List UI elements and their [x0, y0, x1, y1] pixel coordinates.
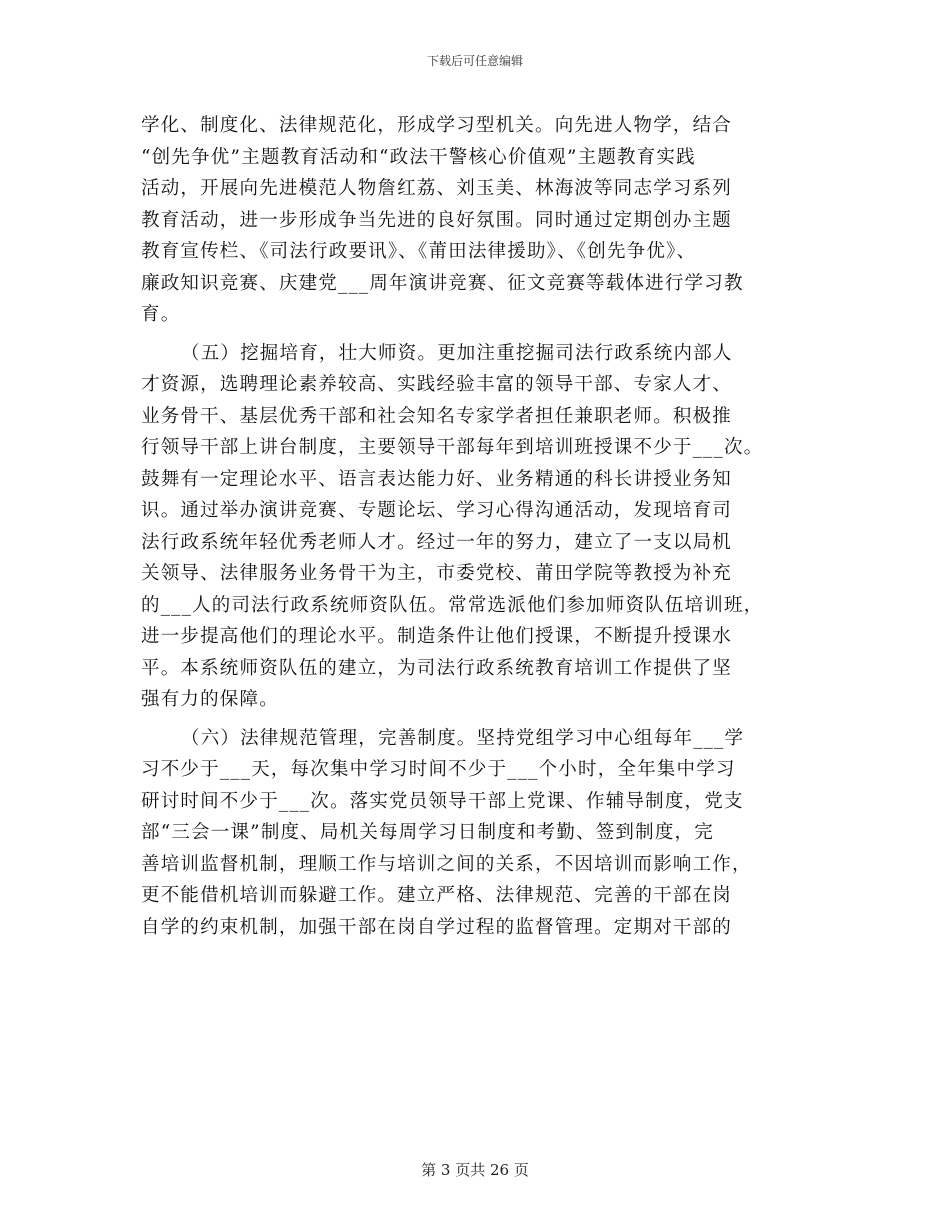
text-line: 的___人的司法行政系统师资队伍。常常选派他们参加师资队伍培训班， — [141, 594, 764, 616]
text-line: 活动，开展向先进模范人物詹红荔、刘玉美、林海波等同志学习系列 — [141, 178, 733, 199]
text-line: 才资源，选聘理论素养较高、实践经验丰富的领导干部、专家人才、 — [141, 374, 733, 395]
text-line: 学化、制度化、法律规范化，形成学习型机关。向先进人物学，结合 — [141, 115, 733, 136]
text-line: 强有力的保障。 — [141, 689, 279, 710]
paragraph-3 — [141, 723, 811, 944]
text-line: 平。本系统师资队伍的建立，为司法行政系统教育培训工作提供了坚 — [141, 657, 733, 679]
text-line: “创先争优”主题教育活动和“政法干警核心价值观”主题教育实践 — [141, 146, 696, 168]
text-line: 善培训监督机制，理顺工作与培训之间的关系，不因培训而影响工作， — [141, 853, 752, 875]
text-line: 业务骨干、基层优秀干部和社会知名专家学者担任兼职老师。积极推 — [141, 405, 733, 427]
text-line: 教育宣传栏、《司法行政要讯》、《莆田法律援助》、《创先争优》、 — [141, 241, 697, 262]
text-line: 更不能借机培训而躲避工作。建立严格、法律规范、完善的干部在岗 — [141, 885, 733, 906]
text-line: 鼓舞有一定理论水平、语言表达能力好、业务精通的科长讲授业务知 — [141, 468, 733, 490]
text-line: 习不少于___天，每次集中学习时间不少于___个小时，全年集中学习 — [141, 759, 736, 780]
text-line: 自学的约束机制，加强干部在岗自学过程的监督管理。定期对干部的 — [141, 916, 733, 938]
text-line: 识。通过举办演讲竞赛、专题论坛、学习心得沟通活动，发现培育司 — [141, 500, 733, 521]
paragraph-1 — [141, 110, 811, 331]
paragraph-2 — [141, 338, 811, 716]
text-line: （六）法律规范管理，完善制度。坚持党组学习中心组每年___学 — [181, 727, 745, 749]
page-header: 下载后可任意编辑 — [426, 54, 523, 68]
text-line: 廉政知识竞赛、庆建党___周年演讲竞赛、征文竞赛等载体进行学习教 — [141, 272, 744, 294]
document-body — [141, 110, 811, 943]
text-line: （五）挖掘培育，壮大师资。更加注重挖掘司法行政系统内部人 — [181, 342, 733, 364]
page-footer: 第 3 页共 26 页 — [421, 1161, 529, 1179]
text-line: 进一步提高他们的理论水平。制造条件让他们授课，不断提升授课水 — [141, 626, 733, 647]
text-line: 教育活动，进一步形成争当先进的良好氛围。同时通过定期创办主题 — [141, 209, 733, 231]
text-line: 部“三会一课”制度、局机关每周学习日制度和考勤、签到制度，完 — [141, 822, 714, 843]
text-line: 关领导、法律服务业务骨干为主，市委党校、莆田学院等教授为补充 — [141, 563, 733, 584]
text-line: 育。 — [141, 304, 181, 325]
text-line: 研讨时间不少于___次。落实党员领导干部上党课、作辅导制度，党支 — [141, 790, 744, 812]
text-line: 法行政系统年轻优秀老师人才。经过一年的努力，建立了一支以局机 — [141, 531, 733, 553]
text-line: 行领导干部上讲台制度，主要领导干部每年到培训班授课不少于___次。 — [141, 437, 764, 458]
